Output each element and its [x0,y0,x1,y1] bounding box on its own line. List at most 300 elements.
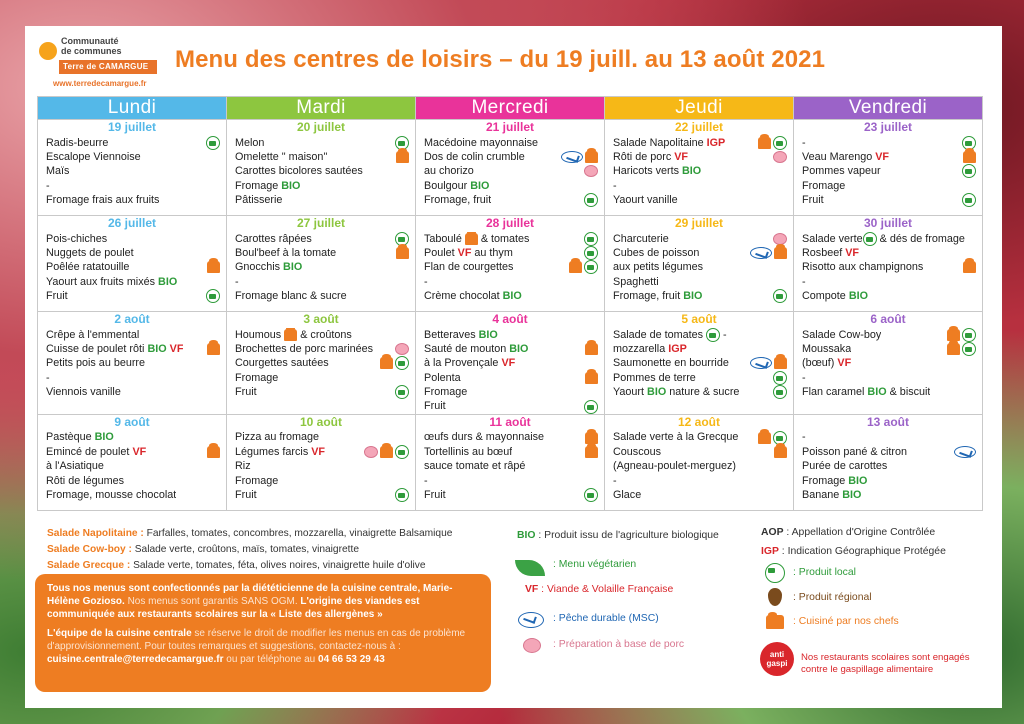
dish-line [424,445,598,459]
basket-icon [863,232,877,246]
basket-icon [395,445,409,459]
dish-line [802,488,976,502]
dish-text: Saumonette en bourride [613,357,729,370]
dish-text: Pommes de terre [613,371,696,384]
chef-hat-icon [766,615,784,629]
date-label: 11 août [416,414,605,430]
dish-text: Melon [235,136,265,149]
dish-text: Pizza au fromage [235,431,320,444]
dish-line [802,474,976,488]
dish-text: Yaourt aux fruits mixés BIO [46,275,178,288]
dish-line [46,150,220,164]
basket-icon [773,136,787,150]
dish-line [802,459,976,473]
dish-text: Macédoine mayonnaise [424,136,539,149]
chef-hat-icon [380,446,393,458]
day-cell [605,328,794,415]
dish-line [46,136,220,150]
pork-icon [773,151,787,163]
menu-table [37,96,983,511]
notice-text: L'origine des viandes est communiquée aux restaurants scolaires sur la « Liste des allergènes » [47,596,420,620]
dish-text: au chorizo [424,165,474,178]
dish-text: Légumes farcis VF [235,445,326,458]
dish-text: - [613,474,617,487]
dish-line [613,356,787,370]
dish-line [613,179,787,193]
fish-icon [750,357,772,369]
fish-icon [954,446,976,458]
anti-gaspi-apple-icon: anti gaspi [760,642,794,676]
salad-name: Salade Cow-boy : [47,544,132,555]
basket-icon [584,400,598,414]
logo [39,32,149,92]
dish-line [46,289,220,303]
dish-line [46,385,220,399]
day-cell [605,232,794,312]
basket-icon [773,289,787,303]
dish-line [424,430,598,444]
chef-hat-icon [963,261,976,273]
basket-icon [962,164,976,178]
dish-line [46,474,220,488]
dish-text: à l'Asiatique [46,460,104,473]
chef-hat-icon [380,357,393,369]
dish-line [46,164,220,178]
date-label: 2 août [38,312,227,328]
date-label: 9 août [38,414,227,430]
dish-text: Charcuterie [613,232,669,245]
dish-text: Emincé de poulet VF [46,445,147,458]
dish-line [235,474,409,488]
dish-text: Nuggets de poulet [46,246,134,259]
dish-line [613,136,787,150]
basket-icon [395,488,409,502]
date-label: 21 juillet [416,120,605,136]
dish-text: Salade verte à la Grecque [613,431,739,444]
date-label: 3 août [227,312,416,328]
dish-line [424,260,598,274]
dish-text: Escalope Viennoise [46,150,141,163]
day-cell [416,136,605,216]
date-label: 23 juillet [794,120,983,136]
dish-line [424,399,598,413]
dish-line [235,488,409,502]
notice-text: Tous nos menus sont confectionnés par la diététicienne de la cuisine centrale, Marie-Hélène Gozioso. [47,583,453,607]
dish-text: Courgettes sautées [235,357,329,370]
notice-text: ou par téléphone au [223,654,319,665]
dish-text: Fromage [235,371,279,384]
dish-text: Tortellinis au bœuf [424,445,513,458]
chef-hat-icon [947,343,960,355]
day-cell [227,328,416,415]
dish-line [46,232,220,246]
dish-text: Riz [235,460,251,473]
dish-text: Fromage, fruit BIO [613,290,703,303]
dish-text: - [235,275,239,288]
day-header-vendredi: Vendredi [794,97,983,120]
dish-line [613,488,787,502]
dish-line [802,445,976,459]
dish-line [235,289,409,303]
day-header-mercredi: Mercredi [416,97,605,120]
dish-text: Fromage [235,474,279,487]
page-title: Menu des centres de loisirs – du 19 juill. au 13 août 2021 [175,46,826,73]
dish-line [424,342,598,356]
dish-line [424,150,598,164]
basket-icon [206,136,220,150]
dish-line [46,459,220,473]
dish-line [802,356,976,370]
pork-icon [584,165,598,177]
dish-line [802,232,976,246]
chef-hat-icon [207,343,220,355]
dish-line [46,193,220,207]
dish-text: Yaourt BIO nature & sucre [613,386,740,399]
info-notice [35,574,491,692]
dish-text: à la Provençale VF [424,357,516,370]
notice-text: Nos menus sont garantis SANS OGM. [124,596,298,607]
chef-hat-icon [396,247,409,259]
basket-icon [584,193,598,207]
sun-icon [39,42,57,60]
basket-icon [765,563,785,583]
day-header-jeudi: Jeudi [605,97,794,120]
date-label: 29 juillet [605,216,794,232]
date-label: 13 août [794,414,983,430]
dish-line [424,488,598,502]
dish-text: Fromage BIO [802,474,868,487]
dish-text: Fruit [424,488,446,501]
dish-text: Houmous & croûtons [235,328,352,341]
dish-line [613,459,787,473]
dish-line [424,385,598,399]
dish-text: Fromage, fruit [424,194,492,207]
notice-email[interactable]: cuisine.centrale@terredecamargue.fr [47,654,224,665]
date-label: 28 juillet [416,216,605,232]
basket-icon [962,342,976,356]
fish-icon [750,247,772,259]
dish-line [46,275,220,289]
dish-text: Fruit [424,400,446,413]
dish-line [235,356,409,370]
dish-line [613,289,787,303]
fish-icon [561,151,583,163]
dish-text: Brochettes de porc marinées [235,342,374,355]
dish-line [424,356,598,370]
dish-line [46,488,220,502]
dish-line [235,459,409,473]
day-header-mardi: Mardi [227,97,416,120]
dish-text: Spaghetti [613,275,659,288]
region-pin-icon [768,588,782,606]
salad-desc: Salade verte, croûtons, maïs, tomates, vinaigrette [131,544,359,555]
dish-text: - [424,474,428,487]
basket-icon [962,193,976,207]
dish-text: - [613,179,617,192]
dish-text: Radis-beurre [46,136,109,149]
dish-line [613,232,787,246]
dish-line [802,246,976,260]
day-cell [605,430,794,510]
dish-line [424,459,598,473]
basket-icon [584,488,598,502]
key-veg: : Menu végétarien [553,559,637,570]
dish-text: Poisson pané & citron [802,445,908,458]
dish-line [46,356,220,370]
dish-line [802,289,976,303]
dish-line [613,164,787,178]
chef-hat-icon [947,329,960,341]
basket-icon [773,385,787,399]
dish-text: Rosbeef VF [802,246,860,259]
dish-text: Fruit [802,194,824,207]
dish-text: Fruit [46,290,68,303]
notice-text: se réserve le droit de modifier les menus en cas de problème d'approvisionnement. Pour toutes remarques et suggestions, contactez-nous à : [47,628,466,652]
dish-text: Fromage [802,179,846,192]
day-cell [227,430,416,510]
dish-text: Carottes râpées [235,232,312,245]
chef-hat-icon [774,446,787,458]
dish-line [46,260,220,274]
chef-hat-icon [284,329,297,341]
fish-icon [518,612,544,628]
salad-desc: Salade verte, tomates, féta, olives noires, vinaigrette huile d'olive [130,560,426,571]
dish-text: mozzarella IGP [613,342,687,355]
key-regional: : Produit régional [793,592,872,603]
date-label: 30 juillet [794,216,983,232]
basket-icon [584,232,598,246]
date-label: 20 juillet [227,120,416,136]
dish-text: Glace [613,488,642,501]
notice-phone: 04 66 53 29 43 [318,654,385,665]
day-cell [38,430,227,510]
dish-text: Salade verte & dés de fromage [802,232,965,245]
pork-icon [364,446,378,458]
dish-line [613,246,787,260]
basket-icon [962,328,976,342]
chef-hat-icon [585,372,598,384]
leaf-icon [515,560,545,576]
dish-line [424,136,598,150]
dish-line [46,430,220,444]
dish-line [424,164,598,178]
dish-text: Salade Cow-boy [802,328,882,341]
dish-line [424,232,598,246]
salad-name: Salade Grecque : [47,560,131,571]
dish-line [613,275,787,289]
key-aop: AOP : Appellation d'Origine Contrôlée [761,527,936,538]
dish-line [613,474,787,488]
date-label: 10 août [227,414,416,430]
dish-text: - [424,275,428,288]
chef-hat-icon [569,261,582,273]
dish-text: Fromage frais aux fruits [46,194,160,207]
dish-text: Haricots verts BIO [613,165,702,178]
dish-line [46,371,220,385]
day-cell [794,430,983,510]
basket-icon [395,356,409,370]
dish-line [235,179,409,193]
chef-hat-icon [963,151,976,163]
day-cell [794,328,983,415]
dish-line [235,232,409,246]
dish-text: Moussaka [802,342,852,355]
dish-line [802,385,976,399]
dish-text: Crème chocolat BIO [424,290,522,303]
chef-hat-icon [585,446,598,458]
dish-text: Salade Napolitaine IGP [613,136,726,149]
notice-text: L'équipe de la cuisine centrale [47,628,192,639]
dish-text: œufs durs & mayonnaise [424,431,545,444]
dish-line [613,371,787,385]
basket-icon [706,328,720,342]
pork-icon [395,343,409,355]
chef-hat-icon [396,151,409,163]
dish-text: (bœuf) VF [802,357,852,370]
dish-line [424,328,598,342]
dish-line [613,150,787,164]
date-label: 22 juillet [605,120,794,136]
key-vf: VF : Viande & Volaille Française [525,584,674,595]
dish-line [802,164,976,178]
dish-text: Risotto aux champignons [802,261,924,274]
dish-text: aux petits légumes [613,261,704,274]
date-label: 26 juillet [38,216,227,232]
dish-line [424,179,598,193]
dish-text: Petits pois au beurre [46,357,146,370]
dish-line [235,445,409,459]
chef-hat-icon [585,151,598,163]
dish-text: Fruit [235,386,257,399]
dish-line [424,289,598,303]
dish-text: - [802,275,806,288]
basket-icon [584,246,598,260]
day-cell [416,328,605,415]
dish-line [235,193,409,207]
day-cell [38,328,227,415]
dish-line [613,342,787,356]
dish-line [802,136,976,150]
dish-text: Flan de courgettes [424,261,514,274]
dish-line [424,474,598,488]
logo-box: Terre de CAMARGUE [59,60,157,74]
day-cell [416,232,605,312]
dish-line [424,193,598,207]
dish-text: Pommes vapeur [802,165,881,178]
dish-line [235,275,409,289]
dish-text: Omelette " maison" [235,150,328,163]
dish-line [613,385,787,399]
day-header-lundi: Lundi [38,97,227,120]
chef-hat-icon [207,446,220,458]
chef-hat-icon [585,343,598,355]
logo-line1: Communauté [61,36,119,46]
dish-text: Carottes bicolores sautées [235,165,363,178]
basket-icon [395,385,409,399]
salad-legend [47,526,452,574]
dish-line [802,342,976,356]
chef-hat-icon [465,233,478,245]
dish-line [235,385,409,399]
dish-text: Poulet VF au thym [424,246,513,259]
dish-text: Purée de carottes [802,460,888,473]
logo-line2: de communes [61,46,122,56]
day-cell [794,136,983,216]
day-cell [227,136,416,216]
dish-text: Dos de colin crumble [424,150,525,163]
dish-text: Salade de tomates - [613,328,727,341]
key-chef: : Cuisiné par nos chefs [793,616,899,627]
dish-line [802,275,976,289]
dish-line [802,193,976,207]
dish-line [613,260,787,274]
dish-line [424,275,598,289]
chef-hat-icon [585,432,598,444]
pork-icon [773,233,787,245]
chef-hat-icon [774,357,787,369]
dish-text: - [802,136,806,149]
key-igp: IGP : Indication Géographique Protégée [761,546,946,557]
dish-text: - [802,371,806,384]
dish-text: Maïs [46,165,70,178]
dish-text: Crêpe à l'emmental [46,328,140,341]
date-label: 19 juillet [38,120,227,136]
dish-text: Banane BIO [802,488,862,501]
dish-text: Pâtisserie [235,194,283,207]
basket-icon [206,289,220,303]
dish-text: Cuisse de poulet rôti BIO VF [46,342,184,355]
dish-text: Couscous [613,445,662,458]
dish-text: Rôti de légumes [46,474,125,487]
dish-text: Boul'beef à la tomate [235,246,337,259]
dish-text: Betteraves BIO [424,328,498,341]
dish-text: Fromage BIO [235,179,301,192]
dish-line [235,328,409,342]
dish-line [802,260,976,274]
dish-text: Viennois vanille [46,386,121,399]
chef-hat-icon [207,261,220,273]
dish-text: sauce tomate et râpé [424,460,526,473]
dish-text: Polenta [424,371,461,384]
key-bio: BIO : Produit issu de l'agriculture biologique [517,530,719,541]
basket-icon [584,260,598,274]
dish-text: Gnocchis BIO [235,261,303,274]
day-cell [416,430,605,510]
dish-line [424,371,598,385]
dish-line [235,136,409,150]
dish-text: Boulgour BIO [424,179,490,192]
dish-text: Sauté de mouton BIO [424,342,529,355]
chef-hat-icon [774,247,787,259]
dish-line [46,179,220,193]
day-cell [605,136,794,216]
dish-line [46,445,220,459]
day-cell [794,232,983,312]
dish-line [235,260,409,274]
dish-line [802,371,976,385]
dish-text: Fromage blanc & sucre [235,290,347,303]
date-label: 12 août [605,414,794,430]
day-cell [38,232,227,312]
dish-line [235,371,409,385]
dish-text: Rôti de porc VF [613,150,689,163]
dish-line [802,430,976,444]
dish-line [235,164,409,178]
dish-text: - [46,371,50,384]
dish-line [802,179,976,193]
day-cell [38,136,227,216]
pork-icon [523,638,541,653]
